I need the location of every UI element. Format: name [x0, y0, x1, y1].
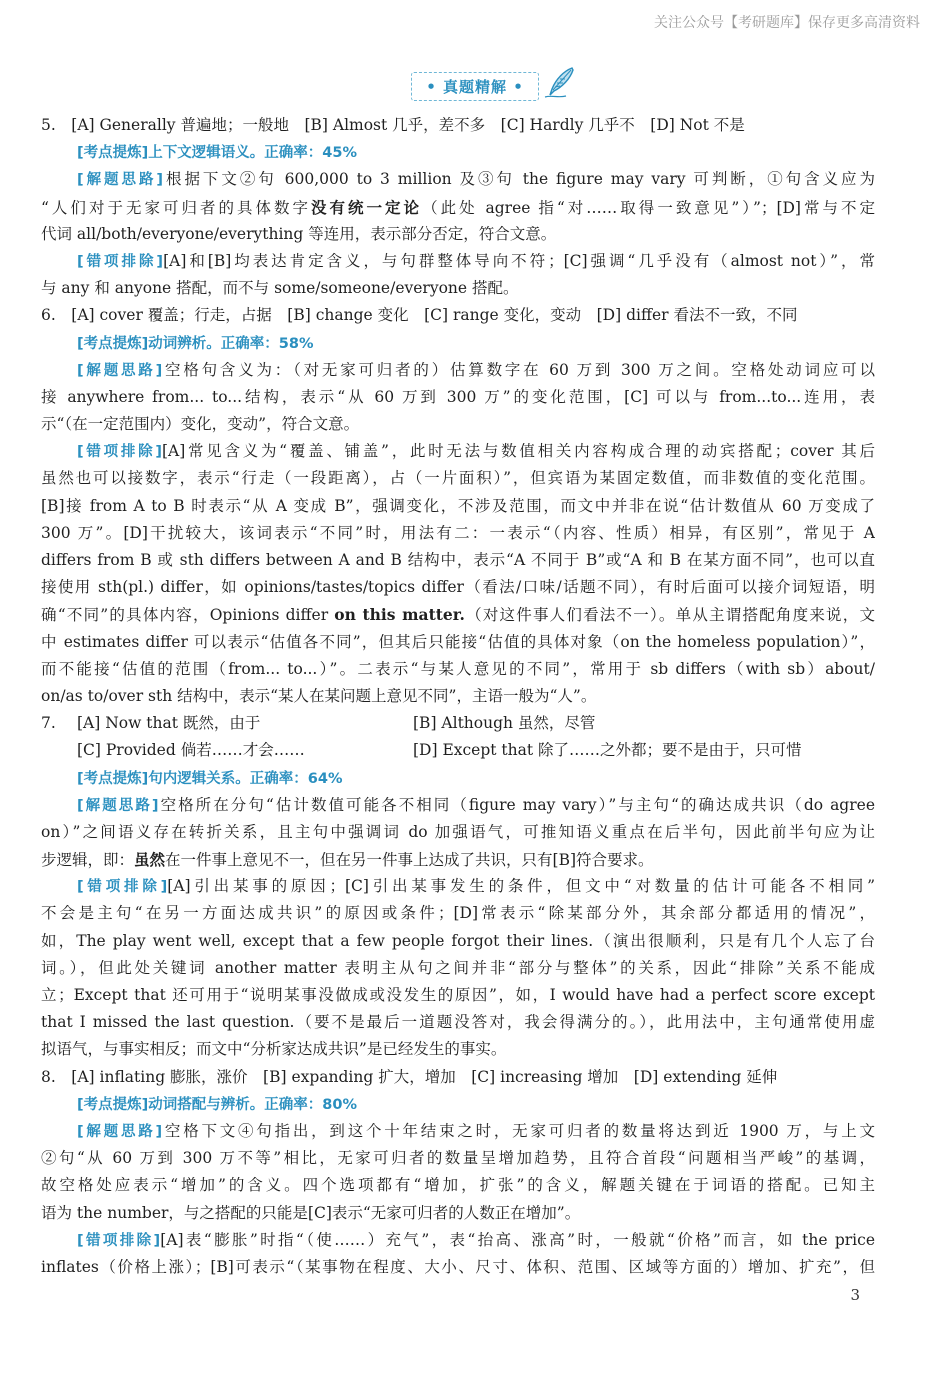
line-text: differs from B 或 sth differs between A and B 结构中，表示“A 不同于 B”或“A 和 B 在某方面不同”，也可以直 [41, 551, 875, 569]
text-line [41, 330, 875, 357]
text-line [41, 411, 875, 438]
line-text: [B]接 from A to B 时表示“从 A 变成 B”，强调变化，不涉及范围，而文中并非在说“估计数值从 60 万变成了 [41, 496, 875, 515]
line-text: 接 anywhere from... to...结构，表示“从 60 万到 300 万”的变化范围，[C] 可以与 from...to...连用，表 [41, 387, 875, 406]
text-line [41, 792, 875, 819]
quill-pen-icon [542, 65, 578, 101]
text-line [41, 873, 875, 900]
text-line [41, 1172, 875, 1199]
section-tag: [解题思路] [77, 1123, 163, 1140]
line-prefix: 确“不同”的具体内容，Opinions differ [41, 606, 335, 625]
line-text: 8. [A] inflating 膨胀，涨价 [B] expanding 扩大，增加 [C] increasing 增加 [D] extending 延伸 [41, 1067, 778, 1086]
bold-phrase: 虽然 [134, 850, 166, 870]
line-text: [A]引出某事的原因；[C]引出某事发生的条件，但文中“对数量的估计可能各不相同” [167, 877, 875, 896]
text-line [41, 819, 875, 846]
line-text: 空格下文④句指出，到这个十年结束之时，无家可归者的数量将达到近 1900 万，与上文 [162, 1121, 875, 1140]
text-line [41, 1200, 875, 1227]
text-line [41, 601, 875, 628]
text-line [41, 1227, 875, 1254]
text-line [41, 1064, 875, 1091]
text-line [41, 1254, 875, 1281]
section-tag: [错项排除] [77, 1232, 161, 1249]
line-text: 示“（在一定范围内）变化，变动”，符合文意。 [41, 415, 360, 434]
line-text: 上下文逻辑语义。正确率：45% [148, 145, 357, 162]
line-text: （此处 agree 指“对……取得一致意见”）”；[D]常与不定 [422, 198, 875, 217]
section-tag: [错项排除] [77, 879, 168, 896]
section-header-wrap [0, 72, 950, 101]
section-tag: [错项排除] [77, 253, 164, 270]
text-line [41, 1145, 875, 1172]
section-tag: [考点提炼] [77, 770, 149, 787]
line-text: 语为 the number，与之搭配的只能是[C]表示“无家可归者的人数正在增加”。 [41, 1203, 581, 1222]
text-line [41, 275, 875, 302]
section-tag: [解题思路] [77, 362, 163, 379]
section-tag: [解题思路] [77, 797, 159, 814]
answer-explanations [41, 112, 875, 1281]
line-text: 不会是主句“在另一方面达成共识”的原因或条件；[D]常表示“除某部分外，其余部分都适用的情况”， [41, 904, 875, 923]
line-text: 故空格处应表示“增加”的含义。四个选项都有“增加，扩张”的含义，解题关键在于词语的搭配。已知主 [41, 1176, 875, 1195]
section-tag: [考点提炼] [77, 335, 149, 352]
section-header [411, 72, 539, 101]
text-line [41, 846, 875, 873]
text-line [41, 112, 875, 139]
section-tag: [解题思路] [77, 172, 164, 189]
line-text: 300 万”。[D]干扰较大，该词表示“不同”时，用法有二：一表示“（内容、性质）相异，有区别”，常见于 A [41, 523, 875, 542]
line-text: 6. [A] cover 覆盖；行走，占据 [B] change 变化 [C] range 变化，变动 [D] differ 看法不一致，不同 [41, 306, 798, 325]
line-text: 如，The play went well, except that a few people forgot their lines.（演出很顺利，只是有几个人忘了台 [41, 931, 875, 950]
section-tag: [考点提炼] [77, 145, 149, 162]
line-text: 动词辨析。正确率：58% [148, 335, 314, 352]
q7-option-a: [A] Now that 既然，由于 [77, 714, 261, 733]
text-line [41, 465, 875, 492]
text-line [41, 656, 875, 683]
section-tag: [考点提炼] [77, 1096, 149, 1113]
page-number: 3 [850, 1286, 860, 1304]
line-text: 中 estimates differ 可以表示“估值各不同”，但其后只能接“估值的具体对象（on the homeless population）”， [41, 632, 875, 651]
line-text: [A]常见含义为“覆盖、铺盖”，此时无法与数值相关内容构成合理的动宾搭配；cover 其后 [161, 442, 875, 461]
line-text: on）”之间语义存在转折关系，且主句中强调词 do 加强语气，可推知语义重点在后半句，因此前半句应为让 [41, 822, 875, 841]
line-text: 而不能接“估值的范围（from... to...）”。二表示“与某人意见的不同”，常用于 sb differs（with sb）about/ [41, 659, 875, 678]
text-line [41, 928, 875, 955]
line-text: 词。），但此处关键词 another matter 表明主从句之间并非“部分与整体”的关系，因此“排除”关系不能成 [41, 958, 875, 977]
line-text: 5. [A] Generally 普遍地；一般地 [B] Almost 几乎，差不多 [C] Hardly 几乎不 [D] Not 不是 [41, 116, 745, 134]
line-text: （对这件事人们看法不一）。单从主谓搭配角度来说，文 [464, 606, 875, 625]
top-banner: 关注公众号【考研题库】保存更多高清资料 [654, 15, 920, 31]
q7-number: 7. [41, 714, 56, 733]
text-line [41, 1036, 875, 1063]
text-line [41, 384, 875, 411]
text-line [41, 982, 875, 1009]
text-line [41, 629, 875, 656]
line-prefix: “人们对于无家可归者的具体数字 [41, 198, 312, 217]
line-text: 拟语气，与事实相反；而文中“分析家达成共识”是已经发生的事实。 [41, 1040, 507, 1059]
q7-option-d: [D] Except that 除了……之外都；要不是由于，只可惜 [413, 741, 802, 760]
text-line [41, 1009, 875, 1036]
line-text: 在一件事上意见不一，但在另一件事上达成了共识，只有[B]符合要求。 [165, 851, 654, 870]
lines-part-1 [41, 112, 875, 710]
line-text: 接使用 sth(pl.) differ，如 opinions/tastes/topics differ（看法/口味/话题不同），有时后面可以接介词短语，明 [41, 578, 875, 597]
line-text: ②句“从 60 万到 300 万不等”相比，无家可归者的数量呈增加趋势，且符合首段“问题相当严峻”的基调， [41, 1149, 875, 1168]
text-line [41, 683, 875, 710]
line-text: [A]和[B]均表达肯定含义，与句群整体导向不符；[C]强调“几乎没有（almost not）”，常 [163, 251, 875, 270]
q7-option-c: [C] Provided 倘若……才会…… [77, 741, 305, 760]
line-prefix: 步逻辑，即： [41, 851, 135, 870]
text-line [41, 357, 875, 384]
section-header-text: • 真题精解 • [426, 78, 524, 96]
line-text: 与 any 和 anyone 搭配，而不与 some/someone/everyone 搭配。 [41, 279, 519, 298]
text-line [41, 221, 875, 248]
text-line [41, 574, 875, 601]
text-line [41, 520, 875, 547]
bold-phrase: 没有统一定论 [311, 197, 423, 217]
text-line [41, 900, 875, 927]
line-text: 根据下文②句 600,000 to 3 million 及③句 the figure may vary 可判断，①句含义应为 [163, 170, 875, 189]
text-line [41, 955, 875, 982]
text-line [41, 765, 875, 792]
text-line [41, 248, 875, 275]
line-text: 虽然也可以接数字，表示“行走（一段距离），占（一片面积）”，但宾语为某固定数值，而非数值的变化范围。 [41, 469, 875, 488]
line-text: [A]表“膨胀”时指“（使……）充气”，表“抬高、涨高”时，一般就“价格”而言，如 the price [160, 1230, 875, 1249]
line-text: on/as to/over sth 结构中，表示“某人在某问题上意见不同”，主语一般为“人”。 [41, 686, 597, 705]
text-line [41, 493, 875, 520]
text-line [41, 139, 875, 166]
q7-option-b: [B] Although 虽然，尽管 [413, 714, 596, 733]
text-line [41, 1118, 875, 1145]
line-text: 空格句含义为：（对无家可归者的）估算数字在 60 万到 300 万之间。空格处动词应可以 [162, 360, 875, 379]
line-text: 代词 all/both/everyone/everything 等连用，表示部分否定，符合文意。 [41, 224, 557, 243]
line-text: 空格所在分句“估计数值可能各不相同（figure may vary）”与主句“的确达成共识（do agree [158, 795, 875, 814]
text-line [41, 1091, 875, 1118]
text-line [41, 194, 875, 221]
line-text: that I missed the last question.（要不是最后一道题没答对，我会得满分的。），此用法中，主句通常使用虚 [41, 1013, 875, 1032]
text-line [41, 547, 875, 574]
text-line [41, 166, 875, 193]
line-text: inflates（价格上涨）；[B]可表示“（某事物在程度、大小、尺寸、体积、范围、区域等方面的）增加、扩充”，但 [41, 1257, 875, 1276]
lines-part-2 [41, 765, 875, 1282]
line-text: 句内逻辑关系。正确率：64% [148, 770, 343, 787]
q7-options-row-2 [41, 737, 875, 764]
bold-phrase: on this matter. [334, 605, 465, 625]
line-text: 动词搭配与辨析。正确率：80% [148, 1096, 357, 1113]
section-tag: [错项排除] [77, 444, 162, 461]
line-text: 立；Except that 还可用于“说明某事没做成或没发生的原因”，如，I would have had a perfect score except [41, 986, 875, 1004]
text-line [41, 302, 875, 329]
text-line [41, 438, 875, 465]
q7-options-row-1 [41, 710, 875, 737]
